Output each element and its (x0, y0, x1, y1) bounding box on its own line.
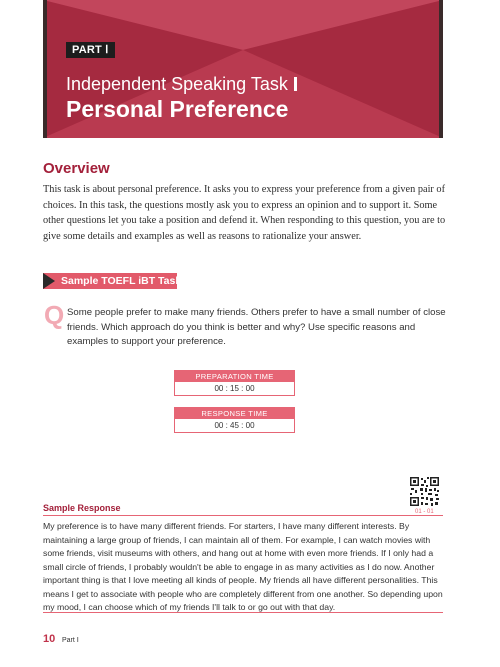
overview-text: This task is about personal preference. It asks you to express your preference from a given pair of choices. In this task, the questions mostly ask you to express an opinion and to support it. Some other questions let you take a position and defend it. When responding to this question, you are to give some details and examples as well as reasons to rationalize your answer. (43, 184, 446, 242)
sample-response-text: My preference is to have many different friends. For starters, I have many different interests. By maintaining a large group of friends, I can maintain all of them. For example, I can watch movies with some friends, visit museums with others, and hang out at home with even more friends. If I only had a small circle of friends, I probably wouldn't be able to engage in as many activities as I do now. Another important thing is that I love meeting all kinds of people. My friends all have different personalities. This means I get to associate with people who are completely different from one another. So depending upon my mood, I can choose which of my friends I'll talk to or go out with that day. (43, 521, 443, 612)
preparation-time-value: 00 : 15 : 00 (174, 382, 295, 396)
header-banner (43, 0, 443, 138)
banner-edge-right (439, 0, 443, 138)
divider-bottom (43, 612, 443, 613)
response-time-label: RESPONSE TIME (174, 407, 295, 419)
tag-notch-icon (43, 273, 55, 289)
task-subtitle-text: Independent Speaking Task (66, 74, 288, 94)
banner-edge-left (43, 0, 47, 138)
subtitle-divider (294, 77, 297, 91)
footer-part-label: Part Ⅰ (62, 637, 79, 644)
preparation-time-box (174, 370, 295, 396)
preparation-time-label: PREPARATION TIME (174, 370, 295, 382)
task-subtitle (66, 74, 297, 95)
response-time-value: 00 : 45 : 00 (174, 419, 295, 433)
divider-top (43, 515, 443, 516)
page-number: 10 (43, 633, 56, 645)
page-title: Personal Preference (66, 96, 289, 122)
question-icon: Q (44, 300, 65, 330)
overview-heading: Overview (43, 160, 110, 177)
part-badge: PART Ⅰ (66, 42, 115, 58)
qr-code-icon[interactable] (409, 476, 440, 507)
sample-task-label: Sample TOEFL iBT Task (61, 275, 182, 287)
question-text: Some people prefer to make many friends. Others prefer to have a small number of close friends. Which approach do you think is better and why? Use specific reasons and examples to support your preference. (67, 307, 446, 347)
sample-task-tag (43, 273, 182, 289)
audio-track-number: 01 - 01 (415, 509, 434, 515)
response-time-box (174, 407, 295, 433)
sample-response-heading: Sample Response (43, 503, 121, 513)
